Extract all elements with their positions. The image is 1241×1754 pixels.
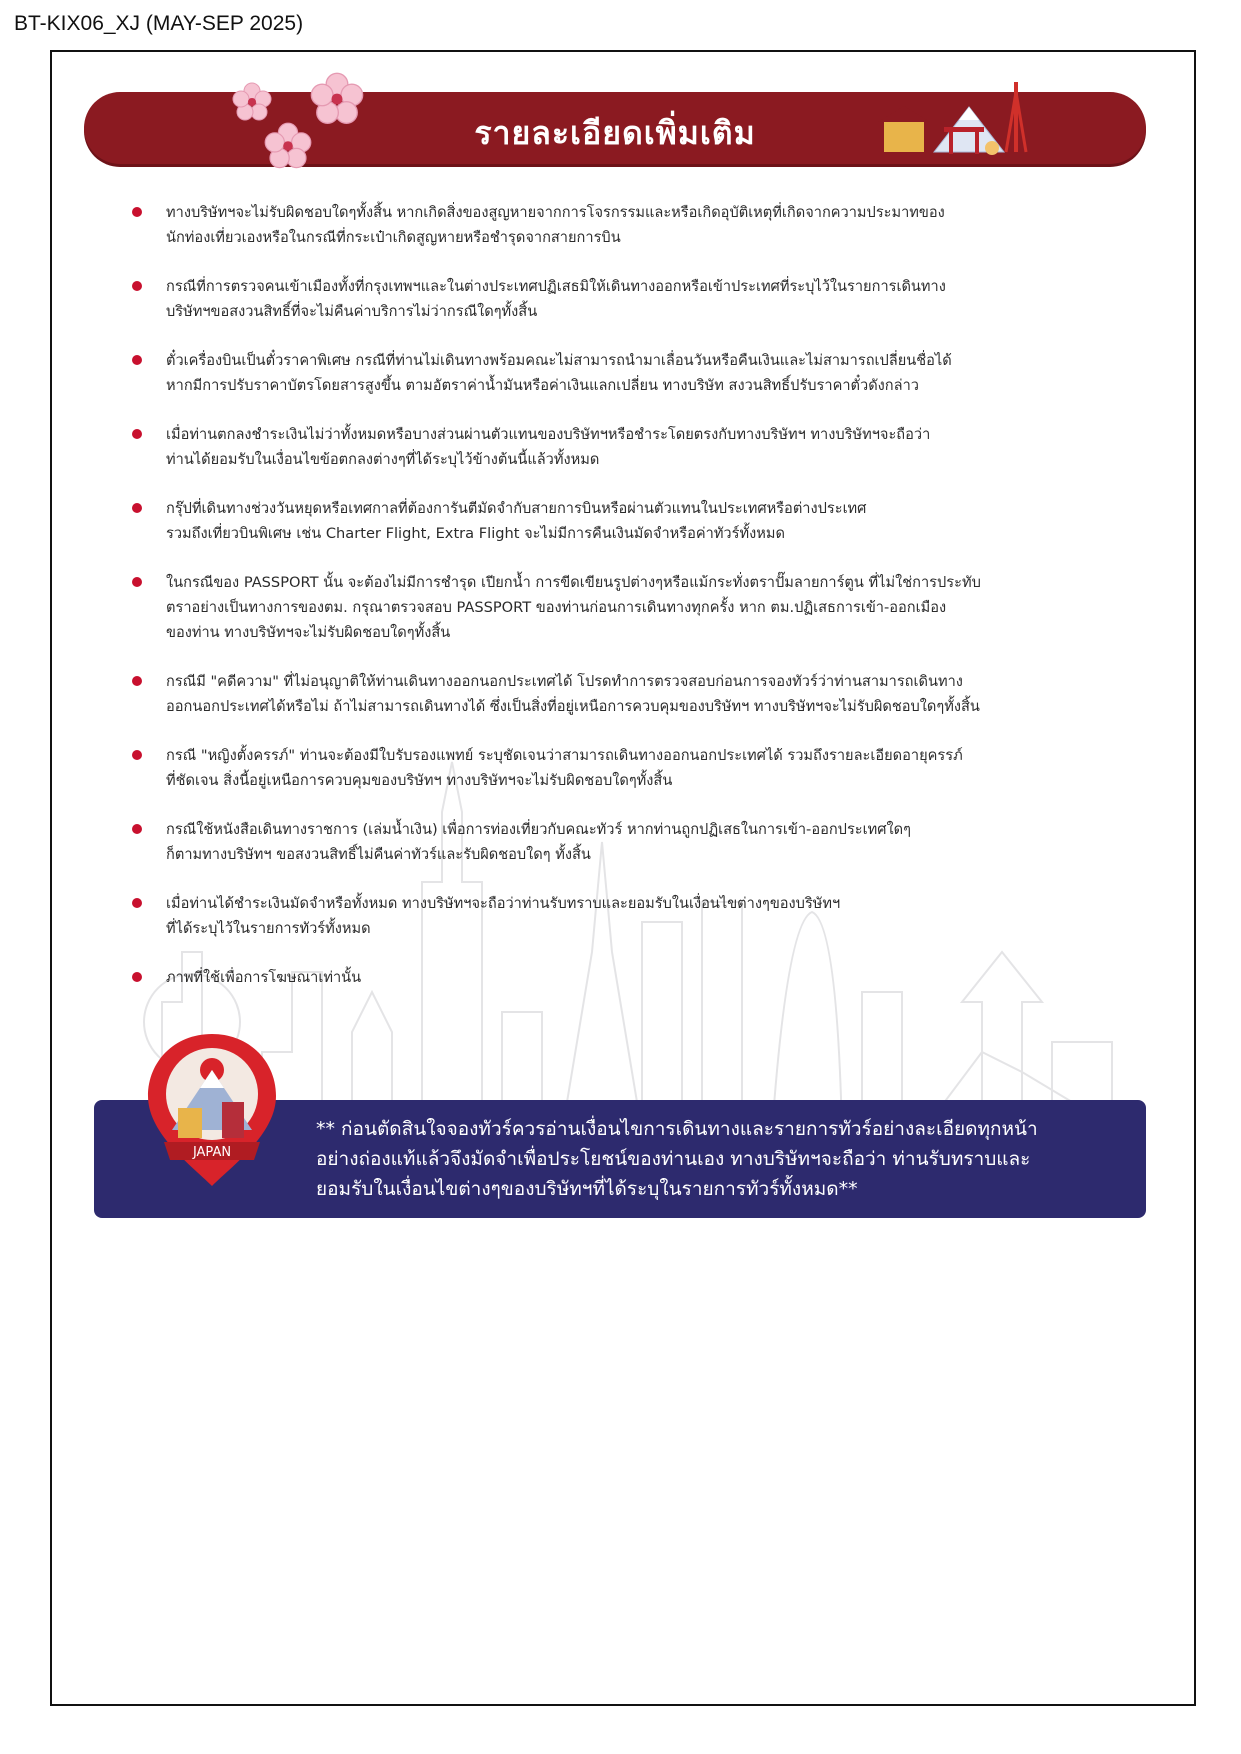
document-code: BT-KIX06_XJ (MAY-SEP 2025)	[14, 12, 304, 35]
bullet-icon	[132, 503, 142, 513]
banner-title: รายละเอียดเพิ่มเติม	[474, 114, 756, 152]
bullet-icon	[132, 750, 142, 760]
list-item	[132, 570, 1142, 645]
japan-location-pin-badge	[142, 1030, 282, 1190]
bullet-icon	[132, 355, 142, 365]
term-text: กรุ๊ปที่เดินทางช่วงวันหยุดหรือเทศกาลที่ต้องการันตีมัดจำกับสายการบินหรือผ่านตัวแทนในประเทศหรือต่างประเทศ รวมถึงเที่ยวบินพิเศษ เช่น Charter Flight, Extra Flight จะไม่มีการคืนเงินมัดจำหรือค่าทัวร์ทั้งหมด	[166, 500, 867, 542]
bullet-icon	[132, 972, 142, 982]
bullet-icon	[132, 824, 142, 834]
term-text: กรณีใช้หนังสือเดินทางราชการ (เล่มน้ำเงิน) เพื่อการท่องเที่ยวกับคณะทัวร์ หากท่านถูกปฏิเสธในการเข้า-ออกประเทศใดๆ ก็ตามทางบริษัทฯ ขอสงวนสิทธิ์ไม่คืนค่าทัวร์และรับผิดชอบใดๆ ทั้งสิ้น	[166, 821, 911, 863]
list-item	[132, 817, 1142, 867]
list-item	[132, 743, 1142, 793]
sakura-flower-icon	[264, 122, 312, 170]
sakura-flower-icon	[232, 82, 272, 122]
bullet-icon	[132, 429, 142, 439]
term-text: ตั๋วเครื่องบินเป็นตั๋วราคาพิเศษ กรณีที่ท่านไม่เดินทางพร้อมคณะไม่สามารถนำมาเลื่อนวันหรือคืนเงินและไม่สามารถเปลี่ยนชื่อได้ หากมีการปรับราคาบัตรโดยสารสูงขึ้น ตามอัตราค่าน้ำมันหรือค่าเงินแลกเปลี่ยน ทางบริษัท สงวนสิทธิ์ปรับราคาตั๋วดังกล่าว	[166, 352, 952, 394]
bullet-icon	[132, 281, 142, 291]
list-item	[132, 348, 1142, 398]
pin-badge-label: JAPAN	[192, 1145, 232, 1160]
list-item	[132, 200, 1142, 250]
term-text: กรณีมี "คดีความ" ที่ไม่อนุญาติให้ท่านเดินทางออกนอกประเทศได้ โปรดทำการตรวจสอบก่อนการจองทัวร์ว่าท่านสามารถเดินทาง ออกนอกประเทศได้หรือไม่ ถ้าไม่สามารถเดินทางได้ ซึ่งเป็นสิ่งที่อยู่เหนือการควบคุมของบริษัทฯ ทางบริษัทฯจะไม่รับผิดชอบใดๆทั้งสิ้น	[166, 673, 980, 715]
japan-landmarks-illustration	[874, 72, 1044, 162]
page-frame	[50, 50, 1196, 1706]
notice-text: ** ก่อนตัดสินใจจองทัวร์ควรอ่านเงื่อนไขการเดินทางและรายการทัวร์อย่างละเอียดทุกหน้า อย่างถ่องแท้แล้วจึงมัดจำเพื่อประโยชน์ของท่านเอง ทางบริษัทฯจะถือว่า ท่านรับทราบและ ยอมรับในเงื่อนไขต่างๆของบริษัทฯที่ได้ระบุในรายการทัวร์ทั้งหมด**	[316, 1118, 1038, 1200]
list-item	[132, 496, 1142, 546]
term-text: ทางบริษัทฯจะไม่รับผิดชอบใดๆทั้งสิ้น หากเกิดสิ่งของสูญหายจากการโจรกรรมและหรือเกิดอุบัติเหตุที่เกิดจากความประมาทของ นักท่องเที่ยวเองหรือในกรณีที่กระเป๋าเกิดสูญหายหรือชำรุดจากสายการบิน	[166, 204, 945, 246]
term-text: เมื่อท่านตกลงชำระเงินไม่ว่าทั้งหมดหรือบางส่วนผ่านตัวแทนของบริษัทฯหรือชำระโดยตรงกับทางบริษัทฯ ทางบริษัทฯจะถือว่า ท่านได้ยอมรับในเงื่อนไขข้อตกลงต่างๆที่ได้ระบุไว้ข้างต้นนี้แล้วทั้งหมด	[166, 426, 931, 468]
list-item	[132, 965, 1142, 990]
term-text: กรณี "หญิงตั้งครรภ์" ท่านจะต้องมีใบรับรองแพทย์ ระบุชัดเจนว่าสามารถเดินทางออกนอกประเทศได้ รวมถึงรายละเอียดอายุครรภ์ ที่ชัดเจน สิ่งนี้อยู่เหนือการควบคุมของบริษัทฯ ทางบริษัทฯจะไม่รับผิดชอบใดๆทั้งสิ้น	[166, 747, 963, 789]
list-item	[132, 274, 1142, 324]
bullet-icon	[132, 577, 142, 587]
term-text: กรณีที่การตรวจคนเข้าเมืองทั้งที่กรุงเทพฯและในต่างประเทศปฏิเสธมิให้เดินทางออกหรือเข้าประเทศที่ระบุไว้ในรายการเดินทาง บริษัทฯขอสงวนสิทธิ์ที่จะไม่คืนค่าบริการไม่ว่ากรณีใดๆทั้งสิ้น	[166, 278, 946, 320]
term-text: ภาพที่ใช้เพื่อการโฆษณาเท่านั้น	[166, 969, 362, 986]
term-text: เมื่อท่านได้ชำระเงินมัดจำหรือทั้งหมด ทางบริษัทฯจะถือว่าท่านรับทราบและยอมรับในเงื่อนไขต่างๆของบริษัทฯ ที่ได้ระบุไว้ในรายการทัวร์ทั้งหมด	[166, 895, 841, 937]
bullet-icon	[132, 676, 142, 686]
bullet-icon	[132, 207, 142, 217]
list-item	[132, 891, 1142, 941]
list-item	[132, 669, 1142, 719]
list-item	[132, 422, 1142, 472]
term-text: ในกรณีของ PASSPORT นั้น จะต้องไม่มีการชำรุด เปียกน้ำ การขีดเขียนรูปต่างๆหรือแม้กระทั่งตราปั๊มลายการ์ตูน ที่ไม่ใช่การประทับ ตราอย่างเป็นทางการของตม. กรุณาตรวจสอบ PASSPORT ของท่านก่อนการเดินทางทุกครั้ง หาก ตม.ปฏิเสธการเข้า-ออกเมือง ของท่าน ทางบริษัทฯจะไม่รับผิดชอบใดๆทั้งสิ้น	[166, 574, 981, 641]
bullet-icon	[132, 898, 142, 908]
sakura-flower-icon	[310, 72, 364, 126]
terms-list	[132, 200, 1142, 1014]
